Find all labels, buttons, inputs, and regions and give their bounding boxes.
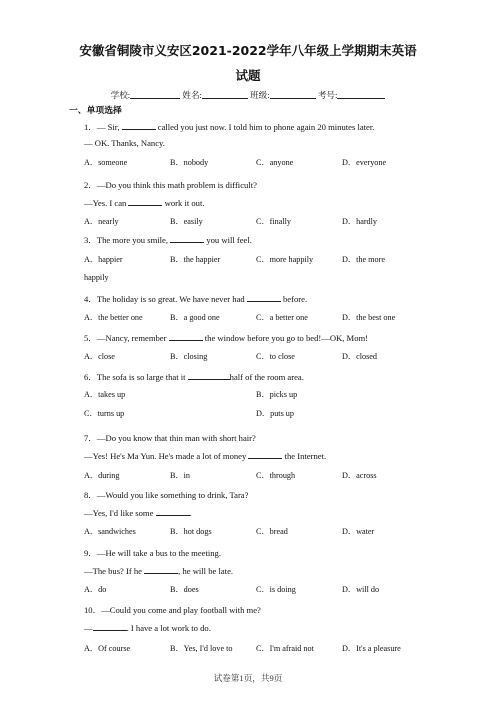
question-text: half of the room area. [229,372,304,382]
title-line-1: 安徽省铜陵市义安区2021-2022学年八年级上学期期末英语 [79,43,417,58]
section-heading: 一、单项选择 [69,106,122,116]
answer-blank[interactable] [169,332,203,341]
question-text: the Internet. [282,451,327,461]
question-9-option-B[interactable]: B．does [170,585,199,594]
question-text: you will feel. [204,235,252,245]
question-7-line-1 [84,432,256,444]
question-3-option-C[interactable]: C．more happily [256,255,314,264]
school-blank[interactable] [130,89,180,99]
question-text: — OK. Thanks, Nancy. [84,138,165,148]
question-3-option-B[interactable]: B．the happier [170,255,221,264]
question-3-line-1 [84,234,252,246]
answer-blank[interactable] [128,197,162,206]
question-9-line-1 [84,547,221,559]
question-1-option-C[interactable]: C．anyone [256,158,294,167]
question-8-option-B[interactable]: B．hot dogs [170,527,212,536]
question-7-line-2 [84,450,326,461]
question-4-option-C[interactable]: C．a better one [256,313,308,322]
question-2-option-B[interactable]: B．easily [170,217,203,226]
question-2-option-C[interactable]: C．finally [256,217,292,226]
question-text: —Yes. I can [84,198,129,208]
name-label: 姓名: [182,90,202,100]
question-10-option-D[interactable]: D．It's a pleasure [342,644,401,653]
answer-blank[interactable] [247,293,281,302]
title-line-2: 试题 [235,68,261,83]
question-text: 9．—He will take a bus to the meeting. [84,548,221,558]
question-9-option-A[interactable]: A．do [84,585,107,594]
question-text: . [189,508,192,518]
question-1-option-A[interactable]: A．someone [84,158,128,167]
question-10-option-A[interactable]: A．Of course [84,644,131,653]
question-text: —The bus? If he [84,566,145,576]
student-info [0,89,496,101]
number-label: 考号: [317,90,338,100]
question-7-option-D[interactable]: D．across [342,471,377,480]
question-7-option-C[interactable]: C．through [256,471,296,480]
question-10-line-2 [84,622,211,633]
answer-blank[interactable] [156,507,190,516]
answer-blank[interactable] [170,234,204,243]
question-6-option-D[interactable]: D．puts up [256,409,294,418]
answer-blank[interactable] [122,121,156,130]
question-text: 1．— Sir, [84,122,122,132]
question-4-option-D[interactable]: D．the best one [342,313,396,322]
question-text: —Yes, I'd like some [84,508,156,518]
question-1-line-1 [84,121,374,133]
question-text: — [84,623,93,633]
question-4-line-1 [84,293,307,305]
question-4-option-B[interactable]: B．a good one [170,313,220,322]
question-8-option-A[interactable]: A．sandwiches [84,527,136,536]
question-8-option-D[interactable]: D．water [342,527,375,536]
question-text: , he will be late. [178,566,234,576]
answer-blank[interactable] [188,371,230,380]
question-text: . I have a lot work to do. [126,623,211,633]
question-4-option-A[interactable]: A．the better one [84,313,143,322]
question-3-option-A[interactable]: A．happier [84,255,123,264]
question-text: 10．—Could you come and play football with me? [84,605,261,615]
question-8-option-C[interactable]: C．bread [256,527,288,536]
question-text: 5．—Nancy, remember [84,333,169,343]
number-blank[interactable] [337,89,385,99]
question-1-line-2 [84,138,165,148]
question-text: 6．The sofa is so large that it [84,372,188,382]
question-10-option-C[interactable]: C．I'm afraid not [256,644,314,653]
question-9-option-D[interactable]: D．will do [342,585,380,594]
question-2-option-D[interactable]: D．hardly [342,217,378,226]
question-3-option-D[interactable]: D．the more [342,255,385,264]
question-6-option-B[interactable]: B．picks up [256,390,298,399]
question-2-line-2 [84,197,205,208]
question-6-line-1 [84,371,304,383]
question-5-option-C[interactable]: C．to close [256,352,295,361]
question-text: 7．—Do you know that thin man with short hair? [84,433,256,443]
question-1-option-B[interactable]: B．nobody [170,158,209,167]
class-label: 班级: [250,90,270,100]
answer-blank[interactable] [93,622,127,631]
question-text: before. [280,294,308,304]
question-5-option-B[interactable]: B．closing [170,352,208,361]
question-text: 2．—Do you think this math problem is difficult? [84,180,257,190]
name-blank[interactable] [202,89,248,99]
question-8-line-2 [84,507,192,518]
question-text: 8．—Would you like something to drink, Tara? [84,490,249,500]
question-5-option-A[interactable]: A．close [84,352,115,361]
question-7-option-A[interactable]: A．during [84,471,120,480]
page-footer: 试卷第1页，共9页 [213,673,283,683]
question-7-option-B[interactable]: B．in [170,471,191,480]
question-text: —Yes! He's Ma Yun. He's made a lot of money [84,451,249,461]
answer-blank[interactable] [144,565,178,574]
question-5-option-D[interactable]: D．closed [342,352,378,361]
question-text: 4．The holiday is so great. We have never had [84,294,247,304]
question-text: the window before you go to bed!—OK, Mom! [202,333,369,343]
question-text: 3．The more you smile, [84,235,171,245]
question-9-option-C[interactable]: C．is doing [256,585,296,594]
question-text: called you just now. I told him to phone again 20 minutes later. [155,122,375,132]
question-1-option-D[interactable]: D．everyone [342,158,387,167]
question-6-option-A[interactable]: A．takes up [84,390,126,399]
question-9-line-2 [84,565,233,576]
class-blank[interactable] [270,89,316,99]
question-2-option-A[interactable]: A．nearly [84,217,119,226]
question-10-line-1 [84,604,261,616]
question-text: work it out. [162,198,205,208]
question-2-line-1 [84,179,257,191]
question-5-line-1 [84,332,368,344]
answer-blank[interactable] [248,450,282,459]
question-10-option-B[interactable]: B．Yes, I'd love to [170,644,233,653]
school-label: 学校: [110,90,131,100]
question-3-option-D-wrap: happily [84,273,109,282]
question-8-line-1 [84,489,248,501]
question-6-option-C[interactable]: C．turns up [84,409,125,418]
